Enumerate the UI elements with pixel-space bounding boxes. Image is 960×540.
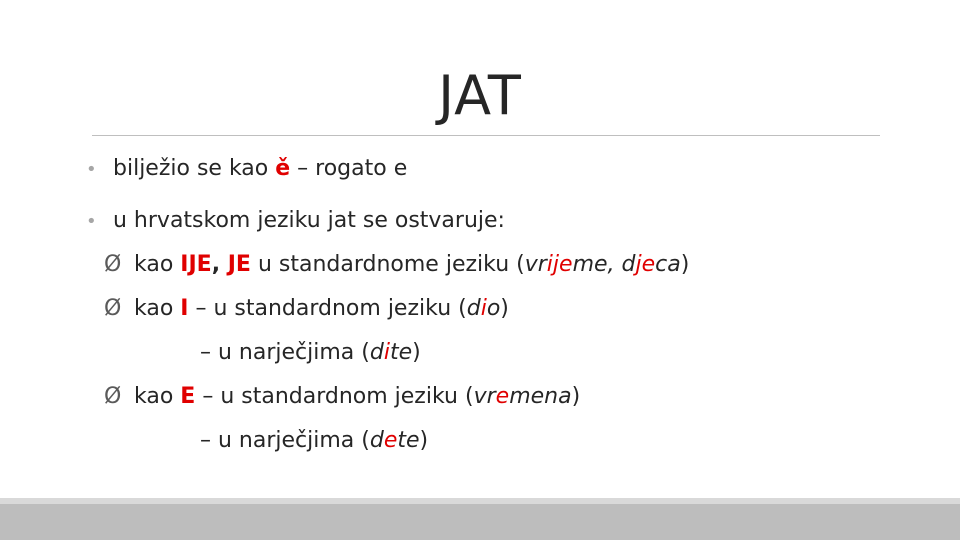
- sub-3-pre: kao: [134, 384, 181, 409]
- arrow-bullet-icon: Ø: [104, 252, 122, 277]
- sub-2-red: I: [180, 296, 189, 321]
- sub-bullet-2: [104, 294, 509, 324]
- footer-bar: [0, 498, 960, 540]
- sub-3b-exb: e: [383, 428, 398, 453]
- sub-2-close: ): [500, 296, 509, 321]
- sub-3-exb: e: [495, 384, 510, 409]
- bullet-2: [86, 206, 505, 237]
- sub-1-pre: kao: [134, 252, 181, 277]
- sub-2-mid: – u standardnom jeziku (: [188, 296, 467, 321]
- arrow-bullet-icon: Ø: [104, 384, 122, 409]
- sub-1-sep: ,: [607, 252, 622, 277]
- bullet-1-text-post: – rogato e: [290, 156, 408, 181]
- sub-2b-exa: d: [369, 340, 384, 365]
- sub-1-mid: u standardnome jeziku (: [250, 252, 525, 277]
- sub-2b-close: ): [412, 340, 421, 365]
- sub-2-pre: kao: [134, 296, 181, 321]
- sub-1-comma: ,: [211, 252, 228, 277]
- sub-3b-pre: – u narječjima (: [200, 428, 370, 453]
- sub-2-exc: o: [486, 296, 501, 321]
- sub-3-exc: mena: [509, 384, 572, 409]
- sub-1-ex1c: me: [572, 252, 608, 277]
- sub-bullet-3: [104, 382, 580, 412]
- bullet-1: [86, 154, 407, 185]
- sub-2b-exc: te: [389, 340, 413, 365]
- arrow-bullet-icon: Ø: [104, 296, 122, 321]
- sub-2b-exb: i: [383, 340, 390, 365]
- bullet-2-text: u hrvatskom jeziku jat se ostvaruje:: [113, 208, 505, 233]
- sub-1-ex1a: vr: [524, 252, 547, 277]
- sub-3b-close: ): [419, 428, 429, 453]
- sub-bullet-3-continuation: [200, 426, 428, 456]
- bullet-1-text-pre: bilježio se kao: [113, 156, 276, 181]
- title-divider: [92, 135, 880, 136]
- sub-3-red: E: [180, 384, 196, 409]
- bullet-1-red-letter: ě: [275, 156, 291, 181]
- sub-3-close: ): [571, 384, 581, 409]
- sub-1-red-2: JE: [227, 252, 251, 277]
- sub-3b-exa: d: [369, 428, 384, 453]
- sub-1-ex2b: je: [635, 252, 656, 277]
- sub-1-red-1: IJE: [180, 252, 212, 277]
- sub-1-ex2a: d: [621, 252, 636, 277]
- sub-1-ex2c: ca: [655, 252, 681, 277]
- sub-bullet-2-continuation: [200, 338, 421, 368]
- sub-2b-pre: – u narječjima (: [200, 340, 370, 365]
- slide-title: JAT: [438, 64, 522, 127]
- sub-1-close: ): [680, 252, 690, 277]
- sub-2-exa: d: [466, 296, 481, 321]
- sub-3b-exc: te: [397, 428, 420, 453]
- bullet-dot-icon: •: [86, 211, 97, 232]
- sub-2-exb: i: [480, 296, 487, 321]
- bullet-dot-icon: •: [86, 159, 97, 180]
- sub-3-mid: – u standardnom jeziku (: [195, 384, 474, 409]
- sub-3-exa: vr: [473, 384, 496, 409]
- sub-bullet-1: [104, 250, 689, 280]
- sub-1-ex1b: ije: [546, 252, 573, 277]
